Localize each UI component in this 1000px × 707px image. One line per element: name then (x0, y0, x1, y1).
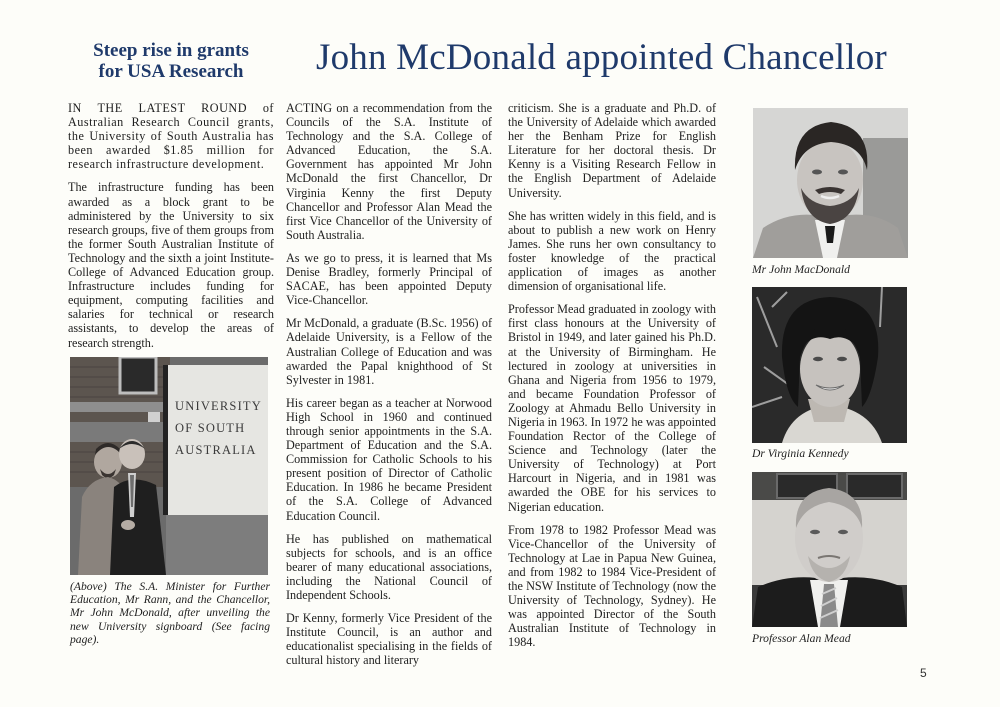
main-story-column-3 (508, 101, 716, 658)
main-story-column-2 (286, 101, 492, 676)
portrait-alan-mead (752, 472, 907, 627)
paragraph: As we go to press, it is learned that Ms Denise Bradley, formerly Principal of SACAE, has been appointed Deputy Vice-Chancellor. (286, 250, 492, 308)
page-number: 5 (920, 666, 927, 680)
portrait-caption: Professor Alan Mead (752, 632, 851, 645)
sidebar-headline-line1: Steep rise in grants (93, 40, 249, 61)
portrait-caption: Mr John MacDonald (752, 263, 850, 276)
paragraph: Professor Mead graduated in zoology with first class honours at the University of Bristol in 1949, and later gained his Ph.D. at the University of Birmingham. He lectured in zoology at universities in Ghana and Nigeria from 1956 to 1979, and became Foundation Professor of Zoology at Ahmadu Bello University in Nigeria in 1963. In 1972 he was appointed Foundation Rector of the College of Science and Technology (later the University of Technology) at Port Harcourt in Nigeria, and in 1981 was awarded the OBE for his services to Nigerian education. (508, 302, 716, 514)
sidebar-headline (68, 40, 274, 82)
portrait-caption: Dr Virginia Kennedy (752, 447, 849, 460)
sidebar-headline-line2: for USA Research (98, 61, 244, 82)
signboard-photo-caption: (Above) The S.A. Minister for Further Education, Mr Rann, and the Chancellor, Mr John McDonald, after unveiling the new University signboard (See facing page). (70, 580, 270, 646)
paragraph: criticism. She is a graduate and Ph.D. of the University of Adelaide which awarded her the Benham Prize for English Literature for her doctoral thesis. Dr Kenny is a Visiting Research Fellow in the English Department of Adelaide University. (508, 101, 716, 200)
svg-text:OF SOUTH: OF SOUTH (175, 421, 246, 435)
paragraph: His career began as a teacher at Norwood High School in 1960 and continued through senior appointments in the S.A. Department of Education and the S.A. Commission for Catholic Schools to his present position of Director of Catholic Education. In 1986 he became President of the S.A. College of Advanced Education Council. (286, 395, 492, 523)
svg-text:UNIVERSITY: UNIVERSITY (175, 399, 262, 413)
paragraph: Mr McDonald, a graduate (B.Sc. 1956) of Adelaide University, is a Fellow of the Australian College of Education and was awarded the Papal knighthood of St Sylvester in 1981. (286, 316, 492, 387)
signboard-unveiling-photo (70, 357, 268, 575)
paragraph: ACTING on a recommendation from the Councils of the S.A. Institute of Technology and the S.A. College of Advanced Education, the S.A. Government has appointed Mr John McDonald the first Chancellor, Dr Virginia Kenny the first Deputy Chancellor and Professor Alan Mead the first Vice Chancellor of the University of South Australia. (286, 101, 492, 242)
main-headline: John McDonald appointed Chancellor (316, 37, 887, 78)
portrait-john-macdonald (753, 108, 908, 258)
portrait-virginia-kennedy (752, 287, 907, 443)
paragraph: He has published on mathematical subjects for schools, and is an office bearer of many educational associations, including the National Council of Independent Schools. (286, 531, 492, 602)
sidebar-story-column (68, 101, 274, 359)
paragraph: IN THE LATEST ROUND of Australian Research Council grants, the University of South Australia has been awarded $1.85 million for research infrastructure development. (68, 101, 274, 172)
svg-text:AUSTRALIA: AUSTRALIA (175, 443, 257, 457)
paragraph: From 1978 to 1982 Professor Mead was Vice-Chancellor of the University of Technology at Lae in Papua New Guinea, and from 1982 to 1984 Vice-President of the NSW Institute of Technology (now the University of Technology, Sydney). He was appointed Director of the South Australian Institute of Technology in 1984. (508, 522, 716, 650)
paragraph: The infrastructure funding has been awarded as a block grant to be administered by the University to six research groups, five of them groups from the former South Australian Institute of Technology and the sixth a joint Institute-College of Advanced Education group. Infrastructure includes funding for equipment, computing facilities and salaries for technical or research assistants, to develop the areas of research strength. (68, 180, 274, 350)
paragraph: Dr Kenny, formerly Vice President of the Institute Council, is an author and educationalist specialising in the fields of cultural history and literary (286, 611, 492, 668)
paragraph: She has written widely in this field, and is about to publish a new work on Henry James. She runs her own consultancy to foster knowledge of the practical application of images as another dimension of organisational life. (508, 208, 716, 294)
